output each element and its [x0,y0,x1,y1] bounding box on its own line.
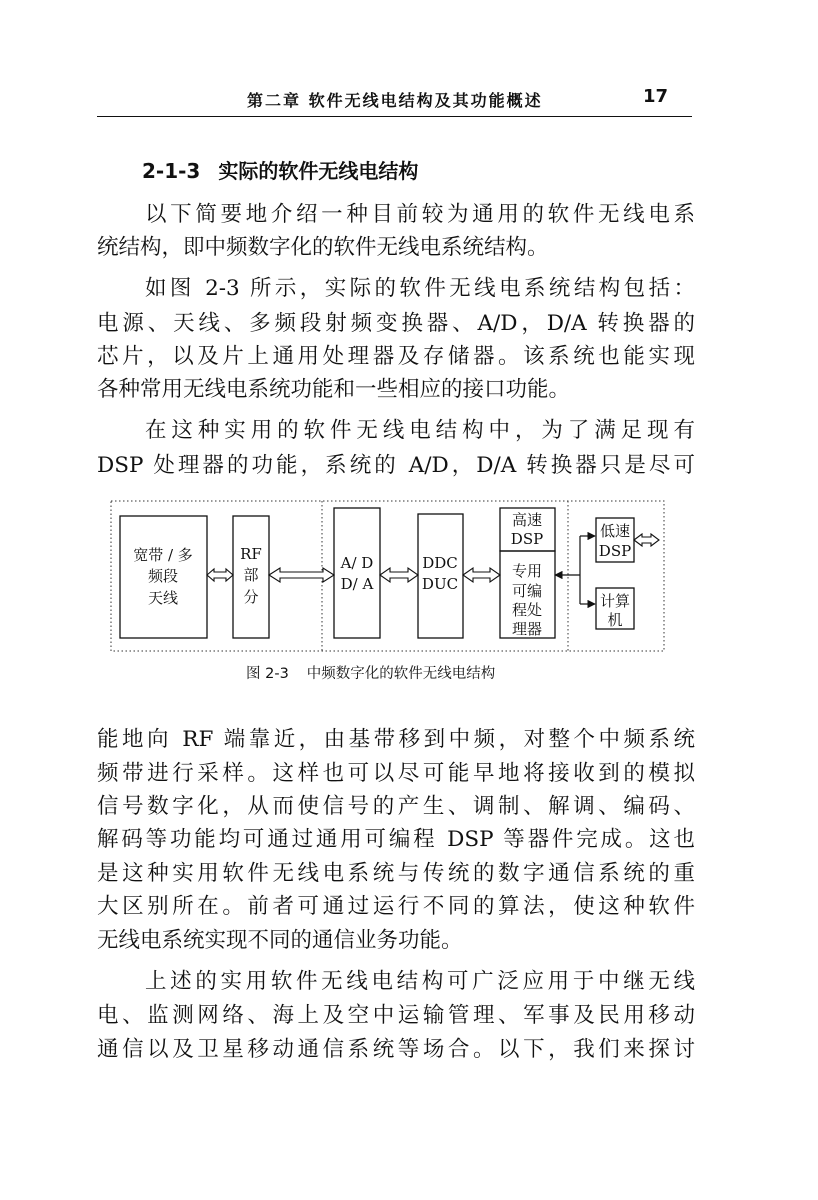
text-line: 能地向 RF 端靠近，由基带移到中频，对整个中频系统 [97,727,695,752]
page-number: 17 [642,86,668,107]
figure-number: 图 2-3 [246,666,289,682]
double-arrow [380,568,418,582]
processor-label: 程处 [511,601,543,619]
text-line: 如图 2-3 所示，实际的软件无线电系统结构包括： [145,276,695,301]
section-title: 实际的软件无线电结构 [218,159,419,183]
text-line: 电源、天线、多频段射频变换器、A/D，D/A 转换器的 [97,311,695,336]
text-line: 统结构，即中频数字化的软件无线电系统结构。 [97,235,549,260]
processor-label: 可编 [511,582,543,600]
rf-label: 分 [243,588,259,606]
antenna-label: 宽带 / 多 [133,546,193,564]
processor-label: 理器 [511,620,543,638]
text-line: 上述的实用软件无线电结构可广泛应用于中继无线 [145,969,695,994]
text-line: 各种常用无线电系统功能和一些相应的接口功能。 [97,377,571,402]
processor-label: 专用 [511,562,543,580]
low-speed-dsp-label: 低速 [599,522,631,540]
text-line: 通信以及卫星移动通信系统等场合。以下，我们来探讨 [97,1037,695,1062]
section-number: 2-1-3 [142,159,201,183]
antenna-label: 频段 [147,567,179,585]
low-speed-dsp-label: DSP [598,542,632,560]
computer-label: 计算 [599,592,631,610]
double-arrow [634,534,659,546]
ddc-label: DDC [422,554,458,572]
adc-label: A/ D [340,554,374,572]
figure-caption [246,662,495,683]
text-line: 无线电系统实现不同的通信业务功能。 [97,928,463,953]
text-line: DSP 处理器的功能，系统的 A/D，D/A 转换器只是尽可 [97,453,695,478]
text-line: 信号数字化，从而使信号的产生、调制、解调、编码、 [97,794,695,819]
double-arrow [269,568,334,582]
high-speed-dsp-label: DSP [510,530,544,548]
adc-block [334,508,380,638]
text-line: 芯片，以及片上通用处理器及存储器。该系统也能实现 [97,344,695,369]
high-speed-dsp-label: 高速 [511,511,543,529]
antenna-label: 天线 [147,589,179,607]
text-line: 电、监测网络、海上及空中运输管理、军事及民用移动 [97,1003,695,1028]
figure-title: 中频数字化的软件无线电结构 [306,666,496,682]
text-line: 在这种实用的软件无线电结构中，为了满足现有 [145,418,695,443]
page-header [97,86,692,117]
double-arrow [463,568,500,582]
section-heading [142,155,418,184]
rf-label: 部 [243,566,259,584]
text-line: 频带进行采样。这样也可以尽可能早地将接收到的模拟 [97,761,695,786]
ddc-label: DUC [421,575,459,593]
adc-label: D/ A [340,575,374,593]
text-line: 是这种实用软件无线电系统与传统的数字通信系统的重 [97,861,695,886]
text-line: 以下简要地介绍一种目前较为通用的软件无线电系 [145,202,695,227]
computer-label: 机 [607,611,623,629]
running-chapter-title: 第二章 软件无线电结构及其功能概述 [247,91,543,110]
text-line: 大区别所在。前者可通过运行不同的算法，使这种软件 [97,894,695,919]
text-line: 解码等功能均可通过通用可编程 DSP 等器件完成。这也 [97,827,695,852]
double-arrow [207,569,233,581]
block-diagram [110,500,665,652]
rf-label: RF [240,545,262,563]
